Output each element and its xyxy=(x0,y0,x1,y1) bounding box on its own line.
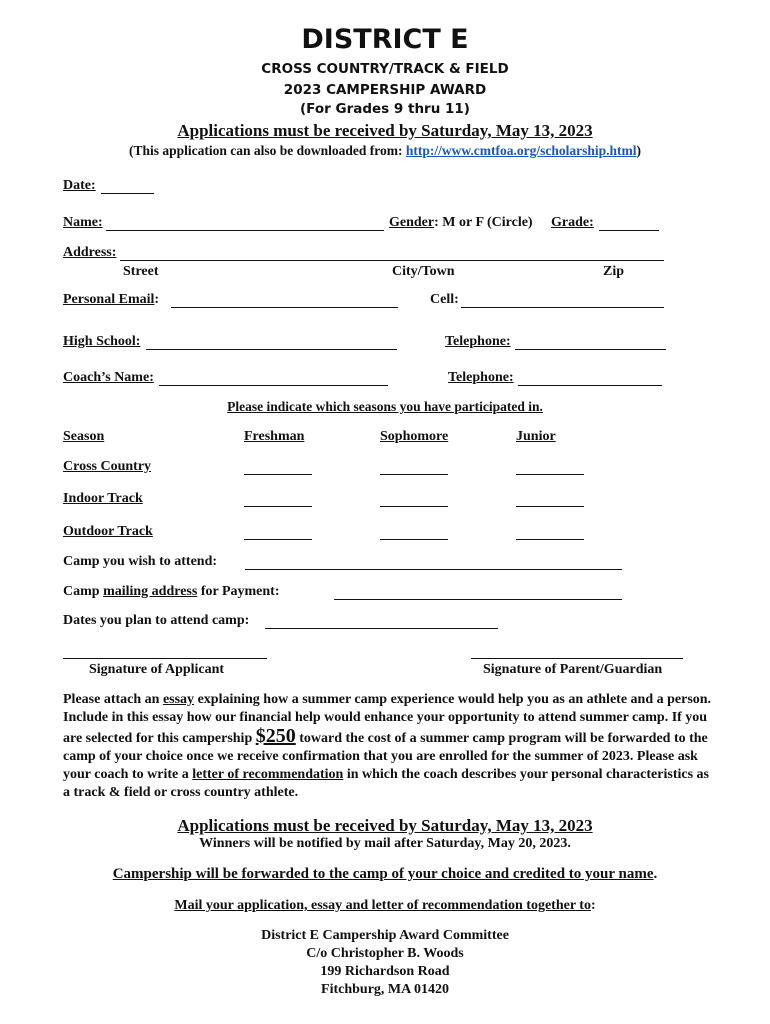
date-field[interactable] xyxy=(101,193,154,194)
telephone-field-1[interactable] xyxy=(515,349,666,350)
applicant-signature-field[interactable] xyxy=(63,658,267,659)
city-caption: City/Town xyxy=(392,264,455,279)
download-note xyxy=(0,143,770,159)
gender-label xyxy=(389,215,533,231)
camp-mailing-prefix: Camp xyxy=(63,584,104,599)
download-suffix: ) xyxy=(636,143,642,158)
camp-mailing-underlined: mailing address xyxy=(103,584,198,599)
cross-country-junior-field[interactable] xyxy=(516,474,584,475)
indoor-track-junior-field[interactable] xyxy=(516,506,584,507)
header-line-3: (For Grades 9 thru 11) xyxy=(300,101,470,117)
address-label: Address: xyxy=(63,245,117,260)
essay-text-4: in which the coach describes your personal characteristics as a track & field or cross country athlete. xyxy=(63,767,709,800)
camp-mailing-field[interactable] xyxy=(334,599,622,600)
essay-instructions xyxy=(63,691,713,802)
date-label: Date: xyxy=(63,178,96,193)
grade-label: Grade: xyxy=(551,215,594,230)
season-header: Season xyxy=(63,429,105,444)
address-field[interactable] xyxy=(120,260,664,261)
zip-caption: Zip xyxy=(603,264,625,279)
forwarded-notice xyxy=(0,866,770,883)
coach-label: Coach’s Name: xyxy=(63,370,154,385)
camp-mailing-label xyxy=(63,584,280,600)
download-link[interactable]: http://www.cmtfoa.org/scholarship.html xyxy=(405,143,637,158)
parent-signature-label: Signature of Parent/Guardian xyxy=(483,662,663,677)
junior-header: Junior xyxy=(516,429,556,444)
sophomore-header: Sophomore xyxy=(380,429,449,444)
camp-wish-field[interactable] xyxy=(245,569,622,570)
deadline-heading: Applications must be received by Saturday, May 13, 2023 xyxy=(177,121,593,140)
gender-options: : M or F (Circle) xyxy=(434,215,533,230)
high-school-field[interactable] xyxy=(146,349,397,350)
outdoor-track-sophomore-field[interactable] xyxy=(380,539,448,540)
gender-text: Gender xyxy=(389,215,435,230)
essay-text-2: explaining how a summer camp experience would help you as an athlete and a person. Include in this essay how our financial help would enhance your opportunity to attend summer camp. If you are selected for this campership xyxy=(63,692,712,746)
essay-text-1: Please attach an xyxy=(63,692,163,707)
winners-notice: Winners will be notified by mail after Saturday, May 20, 2023. xyxy=(199,836,571,851)
essay-text-3: toward the cost of a summer camp program will be forwarded to the camp of your choice once we receive confirmation that you are enrolled for the summer of 2023. Please ask your coach to write a xyxy=(63,731,708,782)
mail-instruction xyxy=(0,898,770,914)
camp-dates-field[interactable] xyxy=(265,628,498,629)
mailing-address-line-1: District E Campership Award Committee xyxy=(261,928,509,943)
district-title: DISTRICT E xyxy=(301,24,469,55)
email-text: Personal Email xyxy=(63,292,155,307)
high-school-label: High School: xyxy=(63,334,141,349)
footer-deadline: Applications must be received by Saturday, May 13, 2023 xyxy=(177,816,593,835)
coach-field[interactable] xyxy=(159,385,388,386)
email-label xyxy=(63,292,159,308)
mail-instruction-text: Mail your application, essay and letter of recommendation together to xyxy=(174,898,591,913)
telephone-label-1: Telephone: xyxy=(445,334,511,349)
indoor-track-sophomore-field[interactable] xyxy=(380,506,448,507)
campership-amount: $250 xyxy=(255,725,296,747)
header-line-2: 2023 CAMPERSHIP AWARD xyxy=(283,82,487,98)
season-row-indoor-track: Indoor Track xyxy=(63,491,143,506)
email-colon: : xyxy=(154,292,160,307)
mail-instruction-colon: : xyxy=(590,898,596,913)
email-field[interactable] xyxy=(171,307,398,308)
outdoor-track-freshman-field[interactable] xyxy=(244,539,312,540)
cell-label: Cell: xyxy=(430,292,459,307)
outdoor-track-junior-field[interactable] xyxy=(516,539,584,540)
telephone-label-2: Telephone: xyxy=(448,370,514,385)
season-row-outdoor-track: Outdoor Track xyxy=(63,524,153,539)
mailing-address-line-4: Fitchburg, MA 01420 xyxy=(321,982,449,997)
name-label: Name: xyxy=(63,215,103,230)
essay-word: essay xyxy=(162,692,195,707)
grade-field[interactable] xyxy=(599,230,659,231)
forwarded-text: Campership will be forwarded to the camp of your choice and credited to your name xyxy=(112,866,654,882)
download-prefix: (This application can also be downloaded from: xyxy=(128,143,406,158)
seasons-prompt: Please indicate which seasons you have participated in. xyxy=(227,399,543,414)
camp-dates-label: Dates you plan to attend camp: xyxy=(63,613,250,628)
parent-signature-field[interactable] xyxy=(471,658,683,659)
name-field[interactable] xyxy=(106,230,384,231)
street-caption: Street xyxy=(123,264,159,279)
header-line-1: CROSS COUNTRY/TRACK & FIELD xyxy=(261,61,509,77)
applicant-signature-label: Signature of Applicant xyxy=(89,662,225,677)
freshman-header: Freshman xyxy=(244,429,305,444)
season-row-cross-country: Cross Country xyxy=(63,459,152,474)
letter-of-recommendation: letter of recommendation xyxy=(192,767,344,782)
camp-mailing-suffix: for Payment: xyxy=(197,584,280,599)
cross-country-sophomore-field[interactable] xyxy=(380,474,448,475)
cell-field[interactable] xyxy=(461,307,664,308)
forwarded-end: . xyxy=(653,866,658,882)
mailing-address-line-2: C/o Christopher B. Woods xyxy=(306,946,464,961)
cross-country-freshman-field[interactable] xyxy=(244,474,312,475)
mailing-address-line-3: 199 Richardson Road xyxy=(320,964,450,979)
indoor-track-freshman-field[interactable] xyxy=(244,506,312,507)
telephone-field-2[interactable] xyxy=(518,385,662,386)
camp-wish-label: Camp you wish to attend: xyxy=(63,554,218,569)
